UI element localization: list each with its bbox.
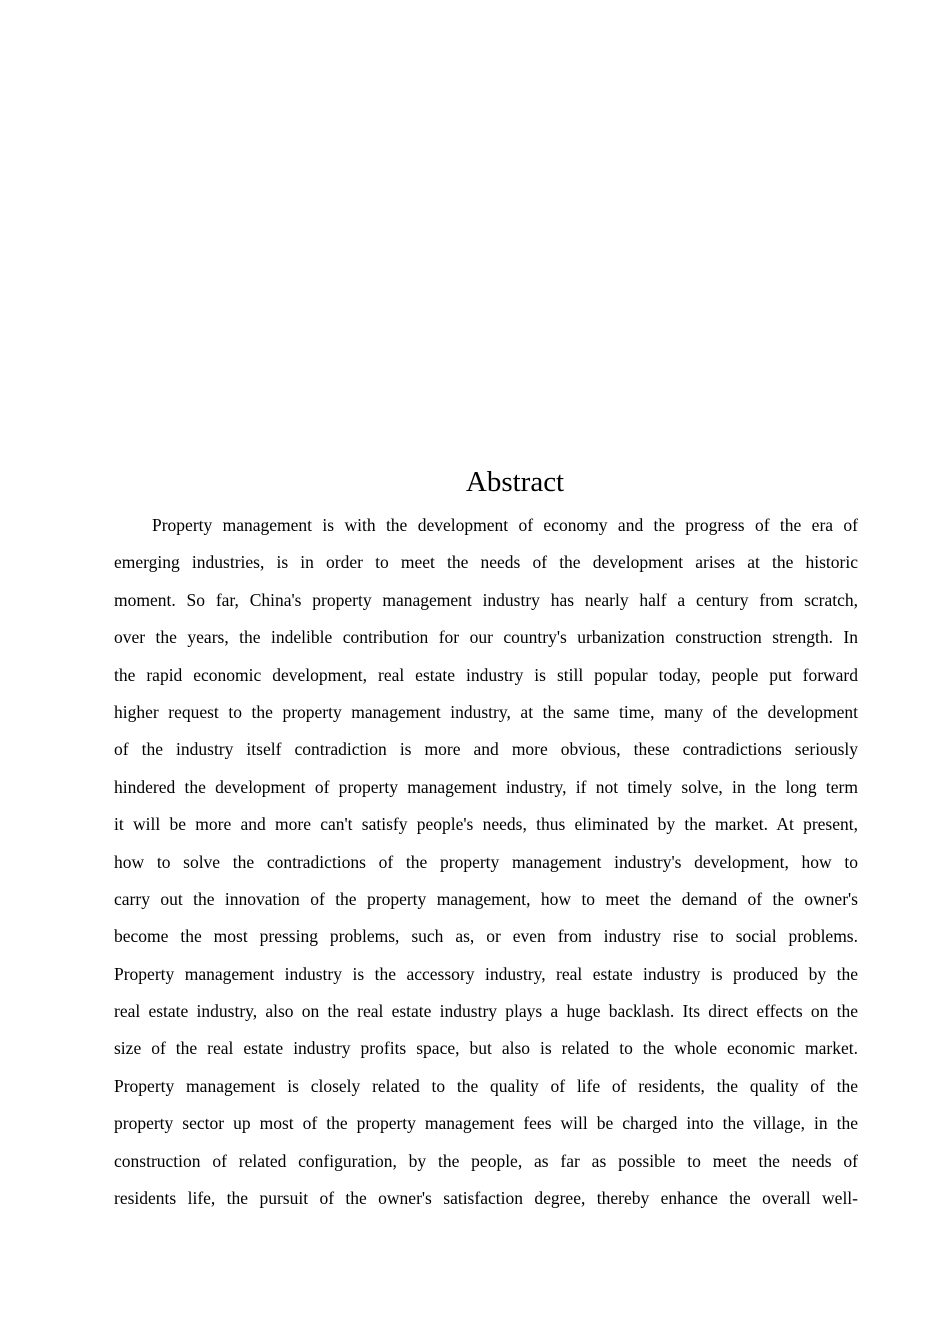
body-line: how to solve the contradictions of the property management industry's development, how to <box>114 851 858 872</box>
abstract-title: Abstract <box>465 466 565 498</box>
body-line: higher request to the property management industry, at the same time, many of the development <box>114 701 858 722</box>
body-line: hindered the development of property management industry, if not timely solve, in the long term <box>114 776 858 797</box>
body-line: property sector up most of the property management fees will be charged into the village, in the <box>114 1113 858 1134</box>
body-line: Property management is closely related to the quality of life of residents, the quality of the <box>114 1075 858 1096</box>
body-line: residents life, the pursuit of the owner's satisfaction degree, thereby enhance the overall well- <box>114 1188 858 1209</box>
body-line: Property management industry is the accessory industry, real estate industry is produced by the <box>114 963 858 984</box>
body-line: the rapid economic development, real estate industry is still popular today, people put forward <box>114 664 858 685</box>
abstract-body <box>114 507 858 1217</box>
body-line: Property management is with the development of economy and the progress of the era of <box>152 515 858 535</box>
body-line: it will be more and more can't satisfy people's needs, thus eliminated by the market. At present, <box>114 814 858 835</box>
body-line: become the most pressing problems, such as, or even from industry rise to social problems. <box>114 926 858 947</box>
body-line: moment. So far, China's property management industry has nearly half a century from scratch, <box>114 589 858 610</box>
body-line: size of the real estate industry profits space, but also is related to the whole economic market. <box>114 1038 858 1059</box>
body-line: construction of related configuration, by the people, as far as possible to meet the needs of <box>114 1150 858 1171</box>
body-line: of the industry itself contradiction is more and more obvious, these contradictions seriously <box>114 739 858 760</box>
body-line: over the years, the indelible contribution for our country's urbanization construction strength. In <box>114 627 858 648</box>
body-line: real estate industry, also on the real estate industry plays a huge backlash. Its direct effects on the <box>114 1001 858 1022</box>
body-line: emerging industries, is in order to meet the needs of the development arises at the historic <box>114 552 858 573</box>
body-line: carry out the innovation of the property management, how to meet the demand of the owner's <box>114 888 858 909</box>
